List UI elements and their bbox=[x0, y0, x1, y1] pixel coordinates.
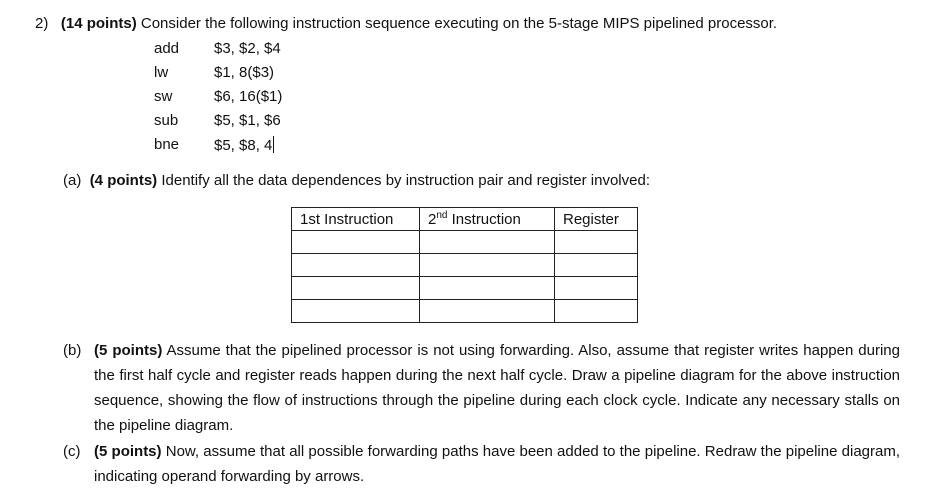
problem-points: (14 points) bbox=[60, 15, 137, 32]
part-b-label: (b) bbox=[63, 342, 82, 359]
instruction-args: $1, 8($3) bbox=[214, 64, 275, 81]
col2-sup: nd bbox=[436, 209, 448, 221]
part-b-text: Assume that the pipelined processor is not using forwarding. Also, assume that register writes happen during the first half cycle and register reads happen during the next half cycle. Draw a pipeline diagram for the above instruction sequence, showing the flow of instructions through the pipeline during each clock cycle. Indicate any necessary stalls on the pipeline diagram. bbox=[94, 342, 900, 434]
problem-number: 2) bbox=[35, 15, 49, 32]
instruction-op: sw bbox=[154, 88, 173, 105]
problem-heading bbox=[35, 15, 777, 33]
part-a-points: (4 points) bbox=[89, 172, 158, 189]
table-cell[interactable] bbox=[555, 254, 638, 277]
part-c-points: (5 points) bbox=[94, 443, 162, 460]
table-cell[interactable] bbox=[420, 300, 555, 323]
dependence-table bbox=[291, 207, 638, 323]
instruction-op: sub bbox=[154, 112, 179, 129]
col-first-instruction: 1st Instruction bbox=[292, 208, 420, 231]
table-header-row bbox=[292, 208, 638, 231]
part-b-points: (5 points) bbox=[94, 342, 163, 359]
instruction-args-last bbox=[214, 136, 274, 155]
instruction-op: lw bbox=[154, 64, 169, 81]
part-c-paragraph bbox=[94, 439, 900, 489]
table-cell[interactable] bbox=[555, 277, 638, 300]
table-cell[interactable] bbox=[292, 254, 420, 277]
table-cell[interactable] bbox=[420, 231, 555, 254]
col-register: Register bbox=[555, 208, 638, 231]
col2-num: 2 bbox=[428, 210, 437, 228]
part-a-label: (a) bbox=[63, 172, 82, 189]
table-cell[interactable] bbox=[555, 231, 638, 254]
table-cell[interactable] bbox=[555, 300, 638, 323]
table-cell[interactable] bbox=[420, 277, 555, 300]
instruction-args: $5, $8, 4 bbox=[214, 137, 273, 154]
table-row bbox=[292, 254, 638, 277]
table-cell[interactable] bbox=[420, 254, 555, 277]
instruction-op: bne bbox=[154, 136, 180, 153]
col-second-instruction bbox=[420, 208, 555, 231]
instruction-args: $6, 16($1) bbox=[214, 88, 283, 105]
part-a-prompt bbox=[63, 172, 650, 190]
instruction-args: $5, $1, $6 bbox=[214, 112, 281, 129]
table-row bbox=[292, 300, 638, 323]
col2-rest: Instruction bbox=[447, 210, 521, 228]
part-c-label: (c) bbox=[63, 443, 81, 460]
instruction-op: add bbox=[154, 40, 180, 57]
table-row bbox=[292, 277, 638, 300]
table-cell[interactable] bbox=[292, 300, 420, 323]
text-cursor bbox=[273, 136, 274, 153]
table-row bbox=[292, 231, 638, 254]
part-b-paragraph bbox=[94, 338, 900, 438]
instruction-args: $3, $2, $4 bbox=[214, 40, 281, 57]
table-cell[interactable] bbox=[292, 277, 420, 300]
part-c-text: Now, assume that all possible forwarding paths have been added to the pipeline. Redraw the pipeline diagram, indicating operand forwarding by arrows. bbox=[94, 443, 900, 485]
part-a-text: Identify all the data dependences by instruction pair and register involved: bbox=[161, 172, 650, 189]
table-cell[interactable] bbox=[292, 231, 420, 254]
problem-text: Consider the following instruction sequence executing on the 5-stage MIPS pipelined processor. bbox=[140, 15, 778, 32]
